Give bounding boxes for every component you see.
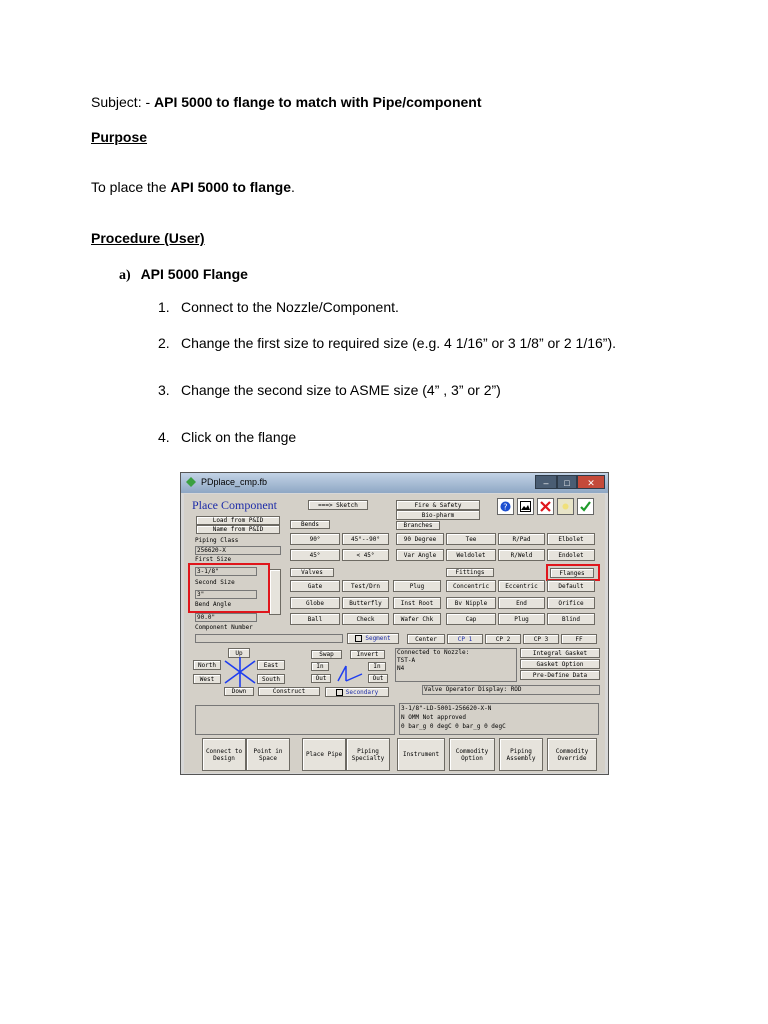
flanges-highlight-box (546, 564, 600, 581)
valve-operator-display: Valve Operator Display: ROD (422, 685, 600, 695)
purpose-prefix: To place the (91, 179, 171, 195)
direction-west-button[interactable]: West (193, 674, 221, 684)
valve-gate-button[interactable]: Gate (290, 580, 340, 592)
commodity-override-button[interactable]: Commodity Override (547, 738, 597, 771)
point-in-space-button[interactable]: Point in Space (246, 738, 290, 771)
name-from-pid-button[interactable]: Name from P&ID (196, 525, 280, 534)
branch-rpad-button[interactable]: R/Pad (498, 533, 545, 545)
piping-assembly-button[interactable]: Piping Assembly (499, 738, 543, 771)
first-size-field[interactable]: 3-1/8" (195, 567, 257, 576)
second-size-label: Second Size (195, 579, 235, 586)
construct-button[interactable]: Construct (258, 687, 320, 696)
sub-title: API 5000 Flange (140, 266, 248, 282)
step-3 (158, 382, 501, 398)
component-number-field[interactable] (195, 634, 343, 643)
info-line-1: 3-1/8"-LD-5001-256620-X-N (401, 705, 492, 712)
in-right-button[interactable]: In (368, 662, 386, 671)
app-icon (186, 477, 196, 487)
svg-text:?: ? (503, 502, 508, 512)
bend-90-button[interactable]: 90° (290, 533, 340, 545)
valves-header: Valves (290, 568, 334, 577)
direction-down-button[interactable]: Down (224, 687, 254, 696)
bio-pharm-button[interactable]: Bio-pharm (396, 510, 480, 520)
message-panel (195, 705, 395, 735)
step-2 (158, 335, 616, 351)
info-line-2: N OMM Not approved (401, 714, 467, 721)
fire-safety-button[interactable]: Fire & Safety (396, 500, 480, 510)
branch-endolet-button[interactable]: Endolet (547, 549, 595, 561)
info-line-3: 0 bar_g 0 degC 0 bar_g 0 degC (401, 723, 506, 730)
flow-direction-icon (332, 660, 366, 682)
purpose-suffix: . (290, 179, 295, 195)
valve-wafer-chk-button[interactable]: Wafer Chk (393, 613, 441, 625)
branch-elbolet-button[interactable]: Elbolet (547, 533, 595, 545)
out-right-button[interactable]: Out (368, 674, 388, 683)
compass-icon (222, 657, 258, 687)
subject-prefix: Subject: - (91, 94, 155, 110)
connected-line-2: TST-A (397, 657, 416, 664)
valve-check-button[interactable]: Check (342, 613, 389, 625)
place-component-heading: Place Component (192, 498, 277, 512)
second-size-field[interactable]: 3" (195, 590, 257, 599)
cancel-icon[interactable] (537, 498, 554, 515)
piping-class-field[interactable]: 256620-X (195, 546, 281, 555)
size-side-button[interactable] (269, 569, 281, 615)
connected-text: Connected to Nozzle: (397, 649, 470, 656)
valve-test-drn-button[interactable]: Test/Drn (342, 580, 389, 592)
invert-button[interactable]: Invert (350, 650, 385, 659)
fitting-eccentric-button[interactable]: Eccentric (498, 580, 545, 592)
valve-ball-button[interactable]: Ball (290, 613, 340, 625)
bends-header: Bends (290, 520, 330, 529)
help-icon[interactable] (497, 498, 514, 515)
place-component-window (180, 472, 609, 775)
step-4 (158, 429, 297, 445)
predefine-data-button[interactable]: Pre-Define Data (520, 670, 600, 680)
fitting-cap-button[interactable]: Cap (446, 613, 496, 625)
piping-specialty-button[interactable]: Piping Specialty (346, 738, 390, 771)
window-title: PDplace_cmp.fb (201, 477, 268, 487)
fitting-concentric-button[interactable]: Concentric (446, 580, 496, 592)
component-number-label: Component Number (195, 624, 253, 631)
first-size-label: First Size (195, 556, 232, 563)
sun-icon[interactable] (557, 498, 574, 515)
segment-radio-box (355, 635, 362, 642)
step-1 (158, 299, 399, 315)
connected-info-panel (395, 648, 517, 682)
commodity-option-button[interactable]: Commodity Option (449, 738, 495, 771)
segment-radio[interactable] (347, 633, 399, 644)
bend-45-button[interactable]: 45° (290, 549, 340, 561)
fittings-header: Fittings (446, 568, 494, 577)
step-number: 3. (158, 382, 170, 398)
secondary-radio-box (336, 689, 343, 696)
subject-title: API 5000 to flange to match with Pipe/component (154, 94, 482, 110)
line-info-panel (399, 703, 599, 735)
step-text: Click on the flange (181, 429, 297, 445)
tab-cp2[interactable]: CP 2 (485, 634, 521, 644)
branch-rweld-button[interactable]: R/Weld (498, 549, 545, 561)
valve-globe-button[interactable]: Globe (290, 597, 340, 609)
out-left-button[interactable]: Out (311, 674, 331, 683)
flange-blind-button[interactable]: Blind (547, 613, 595, 625)
subject-line (91, 94, 482, 110)
image-icon[interactable] (517, 498, 534, 515)
maximize-button[interactable]: □ (557, 475, 577, 489)
branch-weldolet-button[interactable]: Weldolet (446, 549, 496, 561)
accept-icon[interactable] (577, 498, 594, 515)
sub-section (119, 266, 248, 284)
connected-line-3: N4 (397, 665, 405, 672)
load-from-pid-button[interactable]: Load from P&ID (196, 516, 280, 525)
bend-angle-label: Bend Angle (195, 601, 232, 608)
flange-orifice-button[interactable]: Orifice (547, 597, 595, 609)
minimize-button[interactable]: – (535, 475, 557, 489)
bend-lt45-button[interactable]: < 45° (342, 549, 389, 561)
step-number: 4. (158, 429, 170, 445)
fitting-bv-nipple-button[interactable]: Bv Nipple (446, 597, 496, 609)
purpose-heading: Purpose (91, 129, 148, 145)
step-number: 2. (158, 335, 170, 351)
tab-cp1[interactable]: CP 1 (447, 634, 483, 644)
bend-angle-field[interactable]: 90.0" (195, 613, 257, 622)
valve-inst-root-button[interactable]: Inst Root (393, 597, 441, 609)
integral-gasket-button[interactable]: Integral Gasket (520, 648, 600, 658)
secondary-label: Secondary (345, 688, 379, 696)
tab-cp3[interactable]: CP 3 (523, 634, 559, 644)
step-number: 1. (158, 299, 170, 315)
fitting-end-button[interactable]: End (498, 597, 545, 609)
instrument-button[interactable]: Instrument (397, 738, 445, 771)
sketch-button[interactable]: ===> Sketch (308, 500, 368, 510)
step-text: Connect to the Nozzle/Component. (181, 299, 399, 315)
branch-var-angle-button[interactable]: Var Angle (396, 549, 444, 561)
tab-ff[interactable]: FF (561, 634, 597, 644)
gasket-option-button[interactable]: Gasket Option (520, 659, 600, 669)
step-text: Change the first size to required size (e.g. 4 1/16” or 3 1/8” or 2 1/16”). (181, 335, 616, 351)
sub-marker: a) (119, 268, 131, 283)
purpose-bold: API 5000 to flange (170, 179, 291, 195)
flange-default-button[interactable]: Default (547, 580, 595, 592)
secondary-radio[interactable] (325, 687, 389, 697)
size-highlight-box (188, 563, 270, 613)
title-bar (181, 473, 608, 493)
direction-south-button[interactable]: South (257, 674, 285, 684)
piping-class-label: Piping Class (195, 537, 239, 544)
valve-butterfly-button[interactable]: Butterfly (342, 597, 389, 609)
branches-header: Branches (396, 521, 440, 530)
procedure-heading: Procedure (User) (91, 230, 205, 246)
flanges-header[interactable]: Flanges (550, 568, 594, 578)
branch-90-degree-button[interactable]: 90 Degree (396, 533, 444, 545)
in-left-button[interactable]: In (311, 662, 329, 671)
connect-to-design-button[interactable]: Connect to Design (202, 738, 246, 771)
purpose-text (91, 179, 295, 195)
step-text: Change the second size to ASME size (4” , 3” or 2”) (181, 382, 501, 398)
direction-east-button[interactable]: East (257, 660, 285, 670)
bend-45-90-button[interactable]: 45°--90° (342, 533, 389, 545)
direction-north-button[interactable]: North (193, 660, 221, 670)
branch-tee-button[interactable]: Tee (446, 533, 496, 545)
valve-plug-button[interactable]: Plug (393, 580, 441, 592)
swap-button[interactable]: Swap (311, 650, 342, 659)
fitting-plug-button[interactable]: Plug (498, 613, 545, 625)
close-button[interactable]: ✕ (577, 475, 605, 489)
direction-up-button[interactable]: Up (228, 648, 250, 658)
place-pipe-button[interactable]: Place Pipe (302, 738, 346, 771)
center-button[interactable]: Center (407, 634, 445, 644)
segment-label: Segment (365, 635, 391, 642)
window-client (184, 494, 605, 773)
